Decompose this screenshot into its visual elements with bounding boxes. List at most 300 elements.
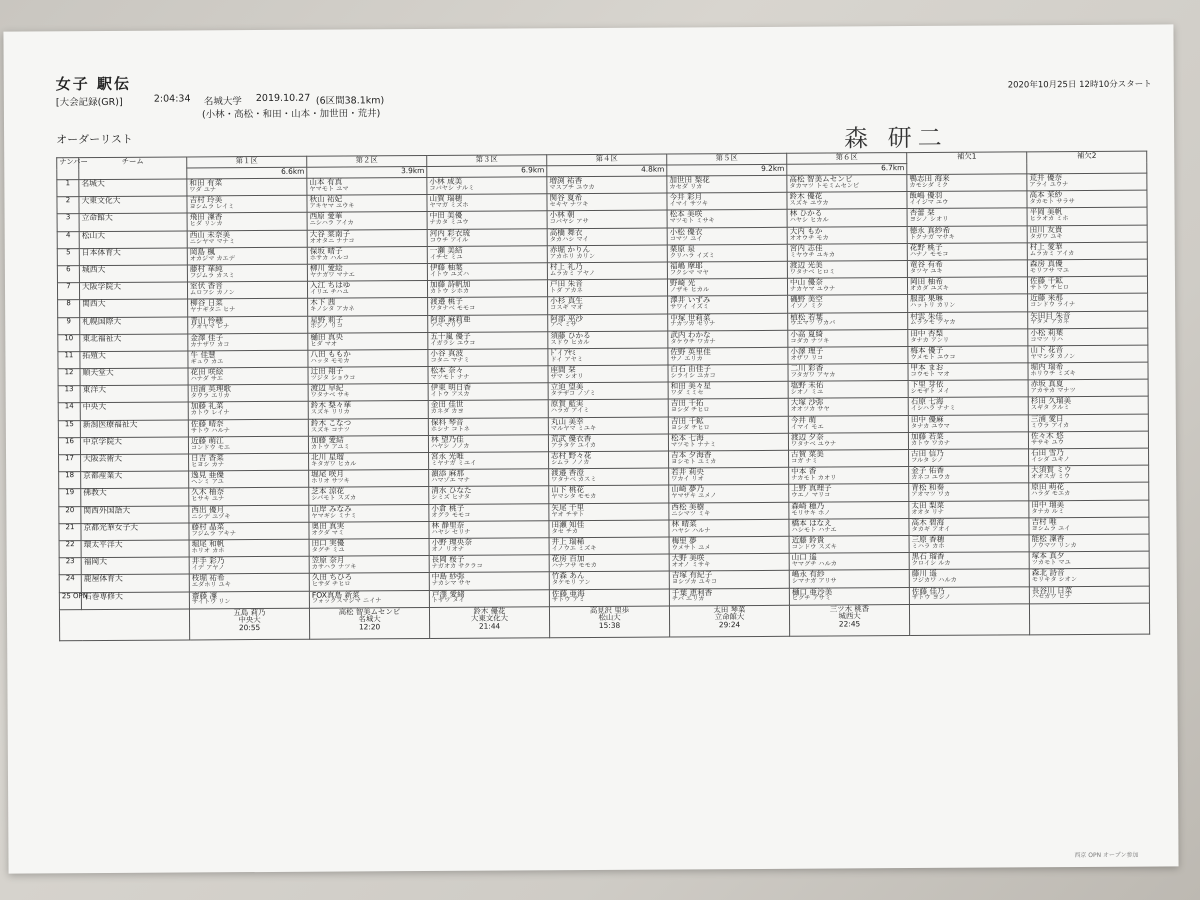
runner-cell (909, 483, 1029, 501)
runner-reading: コンドウ ライナ (1030, 301, 1076, 309)
runner-cell (1028, 345, 1148, 363)
runner-cell (428, 383, 548, 401)
section-record-cell (429, 606, 549, 638)
team-name: 京都産業大 (81, 471, 189, 489)
record-holder: 五島 莉乃 (233, 607, 266, 617)
runner-name: 大内 もか (789, 226, 823, 236)
runner-name: 石原 七海 (910, 397, 944, 407)
runner-name: 八田 ももか (310, 349, 351, 359)
page-title: 女子 駅伝 (55, 74, 132, 94)
runner-name: 小林 朝 (549, 210, 575, 220)
runner-name: 樋口 亜沙美 (791, 587, 833, 597)
runner-cell (428, 366, 548, 384)
runner-reading: ギュウ カエ (190, 358, 224, 366)
runner-reading: ムラカミ アイカ (1029, 249, 1075, 258)
runner-name: 佐野 英里佳 (670, 347, 711, 357)
header-number: ナンバー (57, 158, 79, 180)
runner-reading: タツヤ ユキ (909, 267, 943, 275)
runner-reading: アカサカ マナツ (1030, 387, 1076, 395)
runner-name: 青山 怜穂 (190, 315, 224, 325)
runner-reading: ハッタ モモカ (310, 357, 350, 365)
runner-reading: フクシマ マヤ (669, 269, 709, 277)
runner-reading: ナカヤマ ユウナ (790, 285, 836, 293)
runner-name: 中本 香 (791, 466, 817, 476)
runner-cell (427, 211, 547, 229)
runner-cell (549, 468, 669, 486)
runner-cell (908, 397, 1028, 415)
runner-name: 宮内 志佳 (789, 243, 823, 253)
runner-reading: イマイ モエ (790, 423, 824, 431)
team-name: 中央大 (80, 402, 188, 420)
runner-name: 堀尾 咲月 (311, 469, 344, 479)
runner-cell (428, 400, 548, 418)
runner-cell (427, 280, 547, 298)
runner-reading: ホシナ コトネ (430, 425, 470, 433)
runner-reading: モリサキ ホノ (791, 509, 831, 517)
runner-name: 小杉 真生 (550, 296, 583, 306)
runner-cell (429, 589, 549, 607)
runner-cell (1029, 534, 1149, 552)
runner-name: 関谷 夏希 (549, 193, 583, 203)
runner-reading: スドウ ヒカル (550, 338, 590, 346)
runner-cell (549, 485, 669, 503)
runner-cell (667, 192, 787, 210)
runner-name: 林 晴菜 (671, 519, 697, 529)
runner-reading: ナカツカ セリナ (670, 320, 716, 328)
header-leg-3: 第３区 (427, 155, 547, 167)
runner-name: 吉村 玲美 (189, 195, 223, 205)
runner-reading: スズキ リリカ (310, 408, 350, 417)
runner-cell (787, 243, 907, 261)
runner-reading: サワイ イズミ (670, 303, 710, 311)
runner-name: 渡邉 香澄 (551, 468, 584, 478)
runner-reading: カネコ ユウカ (911, 473, 951, 482)
runner-cell (669, 553, 789, 571)
runner-reading: ヨシダ チヒロ (670, 406, 710, 414)
header-alt-1: 補欠1 (907, 152, 1027, 175)
runner-cell (1029, 465, 1149, 483)
runner-cell (909, 449, 1029, 467)
team-name: 鹿屋体育大 (81, 574, 189, 592)
runner-reading: ヤマシタ モモカ (551, 493, 597, 501)
runner-cell (787, 278, 907, 296)
runner-name: 小林 成美 (429, 176, 463, 186)
runner-cell (909, 466, 1029, 484)
runner-name: 加藤 礼菜 (190, 401, 224, 411)
runner-reading: オオツカ サヤ (790, 405, 830, 414)
paper-sheet (3, 24, 1178, 873)
runner-cell (789, 535, 909, 553)
runner-cell (789, 501, 909, 519)
runner-name: 高木 碧海 (911, 517, 945, 527)
runner-reading: アキヤマ ユウキ (309, 202, 355, 210)
runner-name: 吉村 唯 (1031, 516, 1057, 527)
runner-cell (309, 538, 429, 556)
runner-name: 松本 美咲 (669, 209, 703, 219)
runner-reading: フジカワ ハルカ (911, 577, 957, 585)
runner-cell (428, 349, 548, 367)
runner-reading: イシダ ユキノ (1031, 456, 1070, 464)
header-dist-6: 6.7km (787, 164, 907, 176)
runner-reading: ハラガ アイミ (550, 407, 590, 415)
runner-cell (907, 260, 1027, 278)
team-name: 東北福祉大 (80, 334, 188, 352)
runner-cell (549, 451, 669, 469)
runner-reading: ワダ ユナ (189, 186, 217, 194)
runner-reading: ムロフシ カノン (190, 289, 235, 297)
runner-reading: ワタナベ ヒロミ (789, 268, 836, 276)
runner-name: 戸澤 愛緒 (431, 589, 465, 599)
runner-reading: ハシモト ハナエ (791, 526, 837, 534)
runner-reading: ヨシヅカ ユキコ (671, 578, 718, 586)
runner-name: FOX真島 新菜 (311, 589, 360, 600)
runner-cell (787, 226, 907, 244)
header-leg-6: 第６区 (787, 153, 907, 165)
runner-reading: サトウ ヨシノ (911, 594, 951, 602)
runner-cell (188, 436, 308, 454)
runner-reading: ヒヨシ カナ (191, 461, 225, 469)
runner-cell (908, 329, 1028, 347)
runner-name: 武内 わかな (670, 329, 711, 340)
team-name: 新潟医療福祉大 (80, 420, 188, 438)
runner-reading: オノ リオナ (431, 545, 465, 553)
runner-cell (309, 487, 429, 505)
runner-name: 大塚 沙弥 (790, 398, 824, 408)
runner-cell (427, 194, 547, 212)
runner-name: 松本 奈々 (430, 365, 464, 376)
runner-name: 磯野 美空 (790, 294, 823, 305)
runner-cell (188, 350, 308, 368)
team-number: 20 (59, 506, 81, 523)
record-date: 2019.10.27 (255, 92, 311, 105)
runner-reading: オオスガ ミウ (1031, 473, 1071, 481)
team-number: 23 (59, 558, 81, 575)
runner-cell (189, 488, 309, 506)
record-label: [大会記録(GR)] (55, 96, 123, 109)
runner-reading: ホリオ サツキ (311, 477, 350, 485)
runner-reading: ザマ シオリ (550, 373, 584, 381)
runner-name: 千葉 恵利香 (671, 587, 713, 598)
runner-cell (427, 177, 547, 195)
runner-name: 森北 詩音 (1031, 568, 1065, 578)
record-holder-team: 松山大 (598, 613, 621, 623)
runner-name: 堀内 瑞希 (1030, 362, 1064, 372)
runner-name: 林 静里奈 (431, 520, 465, 530)
runner-cell (908, 294, 1028, 312)
runner-reading: ササキ ユウ (1030, 438, 1064, 447)
runner-reading: アラタケ ユイカ (550, 441, 597, 450)
team-name: 大阪芸術大 (81, 454, 189, 472)
runner-cell (189, 470, 309, 488)
runner-name: 志村 野々花 (551, 450, 592, 461)
header-alt-2: 補欠2 (1027, 151, 1147, 174)
order-table-body (57, 173, 1150, 640)
runner-reading: サノ エリカ (670, 355, 703, 363)
runner-reading: コバヤシ アサ (549, 218, 589, 226)
runner-reading: タカモト サラサ (1029, 198, 1075, 206)
runner-cell (429, 503, 549, 521)
runner-name: 飯嶋 優羽 (909, 191, 943, 201)
runner-name: 吉塚 有紀子 (671, 570, 713, 580)
team-name: 立命館大 (79, 213, 187, 231)
runner-cell (307, 177, 427, 195)
runner-reading: ウエノ マリコ (791, 491, 831, 500)
runner-cell (309, 452, 429, 470)
team-name: 大阪学院大 (79, 282, 187, 300)
runner-cell (789, 484, 909, 502)
runner-name: 塚本 真夕 (1031, 551, 1065, 561)
runner-name: 佐藤 佳乃 (911, 586, 945, 596)
record-course: (6区間38.1km) (315, 95, 385, 107)
runner-cell (548, 365, 668, 383)
runner-name: 甲本 まお (910, 362, 944, 373)
runner-cell (548, 417, 668, 435)
runner-name: 渡辺 光美 (789, 260, 823, 270)
runner-cell (1027, 225, 1147, 243)
runner-cell (188, 316, 308, 334)
runner-reading: タケモリ アン (551, 579, 591, 587)
runner-reading: ナカシマ サヤ (431, 580, 471, 588)
team-number: 4 (57, 231, 79, 248)
runner-reading: ハラダ モエカ (1031, 490, 1071, 498)
runner-reading: ウエマツ ワカバ (790, 319, 836, 328)
runner-cell (307, 263, 427, 281)
runner-cell (307, 281, 427, 299)
runner-name: 金田 佳世 (430, 400, 464, 410)
runner-cell (908, 346, 1028, 364)
runner-cell (189, 522, 309, 540)
runner-cell (427, 246, 547, 264)
runner-name: 佐々木 悠 (1030, 430, 1064, 441)
runner-name: 阿部 麻莉亜 (430, 314, 471, 324)
runner-reading: コマツ リハ (1030, 335, 1063, 343)
runner-name: 渡辺 夕奈 (790, 432, 824, 442)
runner-name: 丸山 美幸 (550, 416, 584, 426)
runner-name: 近藤 鈴貴 (791, 535, 825, 545)
runner-reading: ウメサト ユメ (671, 544, 711, 552)
team-number: 9 (58, 317, 80, 334)
runner-cell (189, 574, 309, 592)
runner-cell (669, 536, 789, 554)
runner-name: 阿部 巫沙 (550, 313, 584, 323)
runner-cell (307, 212, 427, 230)
runner-reading: カモシダ ミク (909, 181, 949, 190)
handwritten-signature: 森 研二 (844, 123, 948, 153)
runner-reading: イトウ アスカ (430, 390, 470, 399)
runner-cell (307, 195, 427, 213)
runner-cell (908, 380, 1028, 398)
runner-cell (308, 332, 428, 350)
record-members: (小林・高松・和田・山本・加世田・荒井) (201, 108, 381, 121)
runner-name: 中山 優奈 (789, 277, 823, 287)
team-number: 3 (57, 214, 79, 231)
runner-reading: ツジタ ショウコ (310, 374, 356, 382)
runner-name: 林 ひかる (789, 208, 823, 219)
runner-reading: ウメモト ユウコ (910, 353, 956, 361)
runner-name: 田瀬 知佳 (551, 519, 585, 529)
runner-reading: オカダ ユズキ (910, 284, 949, 293)
runner-cell (668, 382, 788, 400)
runner-name: 山下 花音 (1030, 344, 1064, 355)
runner-reading: オオノ ミサキ (671, 561, 711, 569)
runner-name: 保坂 晴子 (309, 246, 343, 256)
runner-name: 田中 瑠美 (1031, 499, 1065, 509)
runner-reading: ヤマモト ユマ (309, 185, 349, 193)
runner-reading: タカハシ マイ (549, 235, 589, 243)
runner-name: 中島 紗弥 (431, 572, 465, 582)
runner-reading: セキヤ ナツキ (549, 201, 589, 209)
runner-reading: ヤマシタ カノン (1030, 352, 1076, 361)
runner-cell (309, 504, 429, 522)
runner-name: 藤村 華純 (189, 264, 223, 274)
runner-cell (788, 312, 908, 330)
runner-name: 保科 琴音 (430, 417, 464, 427)
runner-cell (187, 213, 307, 231)
runner-cell (1029, 517, 1149, 535)
runner-name: 鈴木 梨々華 (310, 400, 352, 411)
runner-cell (669, 588, 789, 606)
runner-name: 橋本 はなえ (791, 518, 832, 528)
record-time: 12:20 (358, 622, 381, 632)
runner-reading: コウチ アイル (429, 236, 469, 244)
runner-cell (1029, 551, 1149, 569)
runner-name: 井上 瑞稀 (551, 536, 585, 547)
runner-name: 北川 星瑠 (311, 452, 344, 462)
runner-cell (548, 434, 668, 452)
runner-name: 澤井 いずみ (670, 295, 711, 305)
runner-name: 小松 莉葉 (1030, 327, 1064, 338)
team-number: 2 (57, 197, 79, 214)
runner-name: 加藤 愛結 (310, 435, 344, 445)
runner-cell (188, 402, 308, 420)
runner-name: 小高 夏綺 (790, 329, 824, 339)
runner-cell (1028, 397, 1148, 415)
runner-reading: オオウチ モカ (789, 234, 829, 242)
runner-reading: ハヤシ ノノカ (430, 442, 470, 450)
runner-cell (428, 435, 548, 453)
runner-name: 山岸 みなみ (311, 504, 352, 514)
runner-cell (309, 590, 429, 608)
runner-name: 黒石 瑠香 (911, 551, 945, 562)
record-holder: 高見沢 里歩 (589, 605, 630, 615)
team-number: 8 (58, 300, 80, 317)
runner-reading: ヤマギシ ミナミ (311, 511, 357, 520)
runner-reading: ホシノ リコ (310, 322, 343, 331)
runner-reading: ミウラ アイカ (1030, 421, 1070, 429)
runner-name: 牛 佳慧 (190, 350, 216, 360)
runner-name: 森房 真優 (1029, 259, 1063, 269)
team-name: 大東文化大 (79, 196, 187, 214)
runner-name: 梅里 夢 (671, 536, 697, 546)
runner-name: 久田 ちひろ (311, 572, 353, 583)
runner-name: 小野 理央奈 (431, 537, 472, 547)
runner-reading: ワタナベ カスミ (551, 476, 597, 484)
runner-name: 増渕 祐香 (549, 176, 583, 186)
runner-name: 植松 若葉 (790, 312, 824, 322)
runner-cell (187, 195, 307, 213)
runner-cell (788, 381, 908, 399)
runner-cell (789, 570, 909, 588)
runner-name: 服部 果琳 (910, 294, 943, 304)
runner-cell (667, 210, 787, 228)
runner-reading: ニシヤマ マナミ (189, 237, 236, 245)
runner-reading: カトウ アユミ (310, 443, 350, 451)
runner-cell (187, 230, 307, 248)
header-leg-2: 第２区 (307, 155, 427, 167)
record-time: 20:55 (238, 623, 261, 633)
team-number: 18 (59, 472, 81, 489)
runner-reading: コマツ ユイ (669, 234, 703, 243)
runner-reading: ヒグチ アサミ (791, 595, 832, 603)
runner-cell (308, 418, 428, 436)
runner-reading: サトウ アミ (551, 596, 585, 604)
runner-reading: ヒサダ チヒロ (311, 580, 351, 588)
runner-name: 若井 莉央 (671, 467, 704, 477)
runner-reading: コダカ ナツキ (790, 337, 830, 345)
runner-cell (308, 349, 428, 367)
team-number: 1 (57, 180, 79, 197)
runner-cell (189, 539, 309, 557)
runner-reading: タナカ ルミ (1031, 507, 1065, 515)
runner-name: 佐藤 亜海 (551, 588, 585, 598)
runner-cell (668, 364, 788, 382)
runner-name: 竹森 あん (551, 571, 585, 581)
runner-cell (187, 178, 307, 196)
record-empty-cell (1029, 603, 1149, 635)
runner-reading: ナカモト カオリ (791, 474, 837, 482)
runner-name: 田川 友貴 (1029, 224, 1063, 234)
runner-name: 藤川 遥 (911, 569, 937, 579)
runner-reading: ヤナガワ マナエ (309, 271, 355, 279)
team-number: 22 (59, 541, 81, 558)
runner-reading: ハヤシ ヒカル (789, 216, 829, 225)
runner-reading: ハセガワ ヒナ (1031, 593, 1072, 601)
runner-reading: イノウエ ミズキ (551, 544, 597, 553)
order-table (56, 151, 1150, 641)
runner-name: 樋田 真央 (310, 332, 344, 342)
runner-name: 飛田 凜香 (189, 212, 223, 222)
runner-reading: ナガオカ サクラコ (431, 562, 483, 571)
section-record-cell (669, 605, 789, 637)
record-holder-team: 中央大 (238, 615, 261, 625)
runner-reading: アオヤマ レナ (190, 323, 230, 331)
runner-name: 原田 萌花 (1031, 482, 1065, 492)
runner-cell (789, 450, 909, 468)
header-leg-1: 第１区 (187, 156, 307, 168)
runner-cell (188, 333, 308, 351)
runner-name: 吉田 千鉱 (670, 415, 704, 426)
runner-cell (548, 331, 668, 349)
runner-cell (909, 535, 1029, 553)
header-leg-5: 第５区 (667, 153, 787, 165)
team-number: 10 (58, 334, 80, 351)
runner-cell (907, 191, 1027, 209)
runner-cell (429, 572, 549, 590)
runner-name: 小倉 桃子 (431, 503, 465, 513)
runner-name: 赤堀 かりん (549, 244, 591, 254)
runner-name: 河内 彩衣琉 (429, 228, 471, 238)
runner-name: 加藤 詩帆加 (429, 279, 471, 290)
runner-cell (1028, 293, 1148, 311)
runner-reading: コタニ マナミ (430, 356, 470, 364)
runner-name: 原賀 藍実 (550, 399, 584, 409)
runner-name: 白石 由佳子 (670, 364, 711, 374)
team-number: 15 (58, 420, 80, 437)
runner-reading: ハットリ カリン (910, 302, 956, 310)
runner-name: 嶋永 有紗 (791, 569, 825, 580)
runner-reading: ドイ アヤミ (550, 355, 584, 364)
runner-name: 中田 美優 (429, 211, 463, 221)
